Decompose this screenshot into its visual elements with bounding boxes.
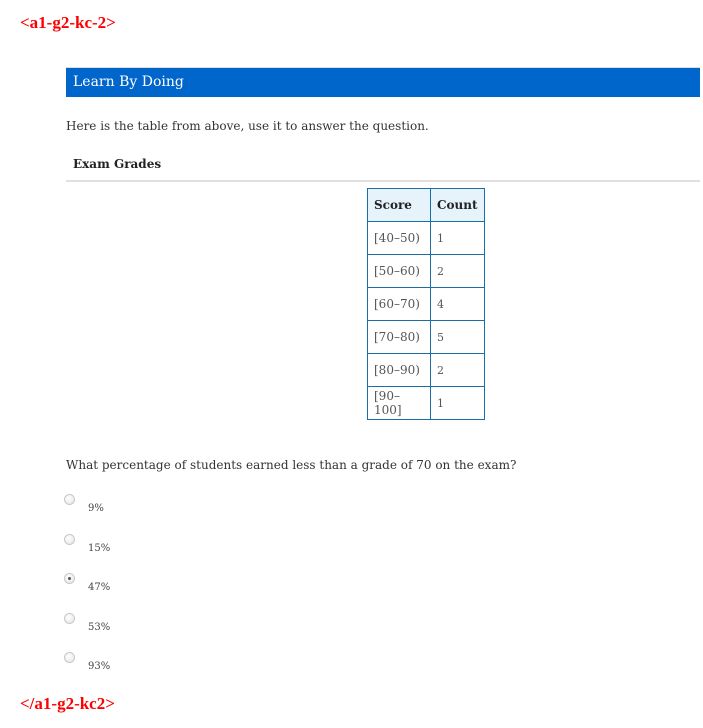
choice-label[interactable]: 47%	[88, 582, 111, 593]
choice-label[interactable]: 53%	[88, 621, 111, 633]
score-cell: [40–50)	[368, 222, 431, 255]
column-header-score: Score	[368, 189, 431, 222]
radio-button[interactable]	[64, 652, 75, 663]
radio-button-selected[interactable]	[64, 573, 75, 584]
radio-button[interactable]	[64, 494, 75, 505]
column-header-count: Count	[431, 189, 485, 222]
close-marker-tag: </a1-g2-kc2>	[20, 694, 115, 713]
score-cell: [60–70)	[368, 288, 431, 321]
table-row	[368, 354, 485, 387]
count-cell: 5	[431, 321, 485, 354]
score-cell: [90–100]	[368, 387, 431, 420]
table-row	[368, 387, 485, 420]
learn-by-doing-header	[66, 67, 700, 97]
open-marker-tag: <a1-g2-kc-2>	[20, 13, 116, 32]
choice-label[interactable]: 15%	[88, 542, 111, 554]
exam-grades-table	[367, 188, 485, 420]
count-cell: 2	[431, 354, 485, 387]
choice-label[interactable]: 93%	[88, 661, 111, 672]
count-cell: 1	[431, 222, 485, 255]
score-cell: [70–80)	[368, 321, 431, 354]
table-header-row	[368, 189, 485, 222]
question-prompt: What percentage of students earned less than a grade of 70 on the exam?	[66, 458, 517, 472]
header-title: Learn By Doing	[73, 74, 184, 90]
intro-text: Here is the table from above, use it to answer the question.	[66, 119, 429, 133]
count-cell: 4	[431, 288, 485, 321]
radio-button[interactable]	[64, 534, 75, 545]
score-cell: [80–90)	[368, 354, 431, 387]
score-cell: [50–60)	[368, 255, 431, 288]
count-cell: 2	[431, 255, 485, 288]
caption-divider	[66, 180, 700, 182]
count-cell: 1	[431, 387, 485, 420]
table-row	[368, 288, 485, 321]
table-row	[368, 255, 485, 288]
radio-button[interactable]	[64, 613, 75, 624]
table-caption: Exam Grades	[73, 157, 162, 171]
table-row	[368, 321, 485, 354]
table-row	[368, 222, 485, 255]
choice-label[interactable]: 9%	[88, 503, 104, 514]
